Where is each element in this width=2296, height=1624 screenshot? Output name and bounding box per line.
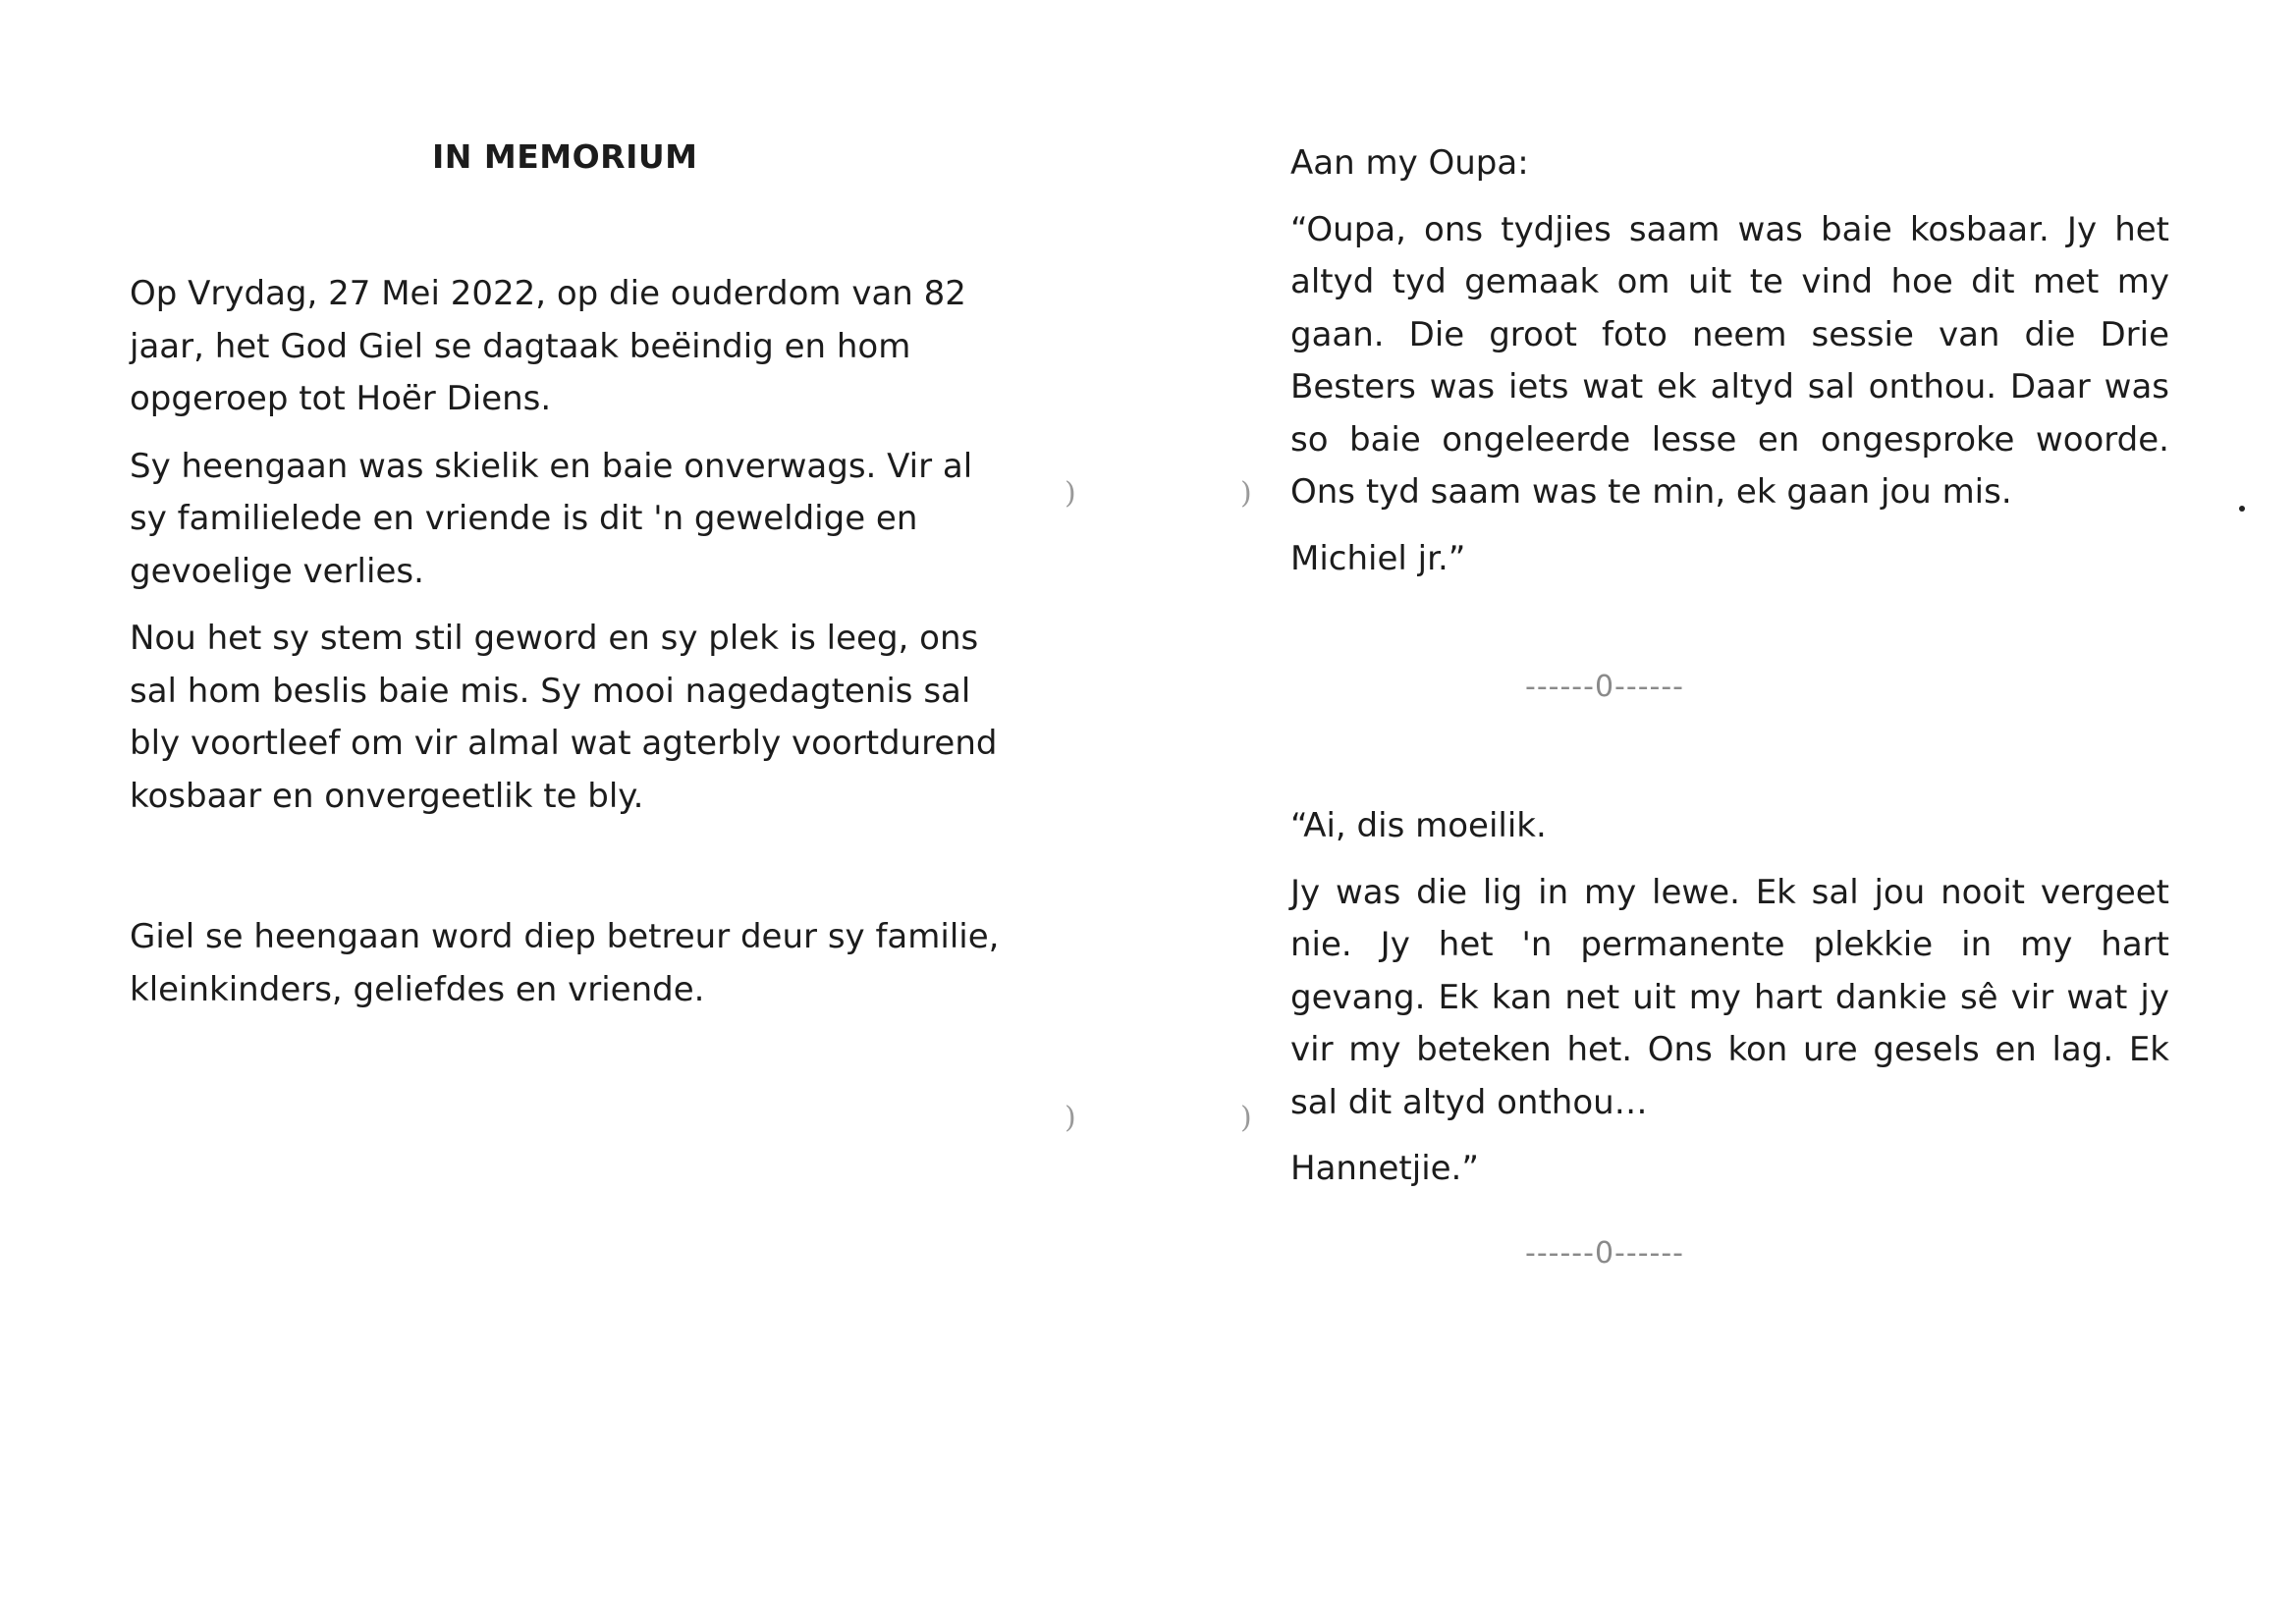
binding-mark: ) bbox=[1065, 1101, 1076, 1135]
binding-mark: ) bbox=[1240, 1101, 1252, 1135]
memorial-paragraph-4: Giel se heengaan word diep betreur deur sy familie, kleinkinders, geliefdes en vriende. bbox=[130, 917, 1000, 1009]
tribute-body: Jy was die lig in my lewe. Ek sal jou nooit vergeet nie. Jy het 'n permanente plekkie in my hart gevang. Ek kan net uit my hart dankie sê vir wat jy vir my beteken het. Ons kon ure gesels en lag. Ek sal dit altyd onthou… bbox=[1290, 872, 2169, 1122]
tribute-signature: Michiel jr.” bbox=[1290, 538, 1466, 578]
section-separator: ------0------ bbox=[1525, 670, 1684, 704]
section-separator: ------0------ bbox=[1525, 1236, 1684, 1271]
page-title: IN MEMORIUM bbox=[432, 137, 698, 176]
tribute-body: “Oupa, ons tydjies saam was baie kosbaar. Jy het altyd tyd gemaak om uit te vind hoe dit met my gaan. Die groot foto neem sessie van die Drie Besters was iets wat ek altyd sal onthou. Daar was so baie ongeleerde lesse en ongesproke woorde. Ons tyd saam was te min, ek gaan jou mis. bbox=[1290, 209, 2169, 512]
tribute-signature: Hannetjie.” bbox=[1290, 1149, 1479, 1188]
tribute-oupa bbox=[1290, 137, 2169, 585]
memorial-paragraph-2: Sy heengaan was skielik en baie onverwags. Vir al sy familielede en vriende is dit 'n geweldige en gevoelige verlies. bbox=[130, 446, 973, 591]
binding-mark: ) bbox=[1065, 476, 1076, 511]
memorial-paragraph-3: Nou het sy stem stil geword en sy plek is leeg, ons sal hom beslis baie mis. Sy mooi nagedagtenis sal bly voortleef om vir almal wat agterbly voortdurend kosbaar en onvergeetlik te bly. bbox=[130, 619, 998, 816]
tribute-opening: “Ai, dis moeilik. bbox=[1290, 806, 1547, 845]
tribute-hannetjie bbox=[1290, 800, 2169, 1196]
tribute-heading: Aan my Oupa: bbox=[1290, 143, 1529, 183]
memorial-paragraph-1: Op Vrydag, 27 Mei 2022, op die ouderdom van 82 jaar, het God Giel se dagtaak beëindig en hom opgeroep tot Hoër Diens. bbox=[130, 274, 966, 418]
scan-speck bbox=[2239, 506, 2245, 512]
binding-mark: ) bbox=[1240, 476, 1252, 511]
memorial-text bbox=[130, 268, 1018, 1031]
